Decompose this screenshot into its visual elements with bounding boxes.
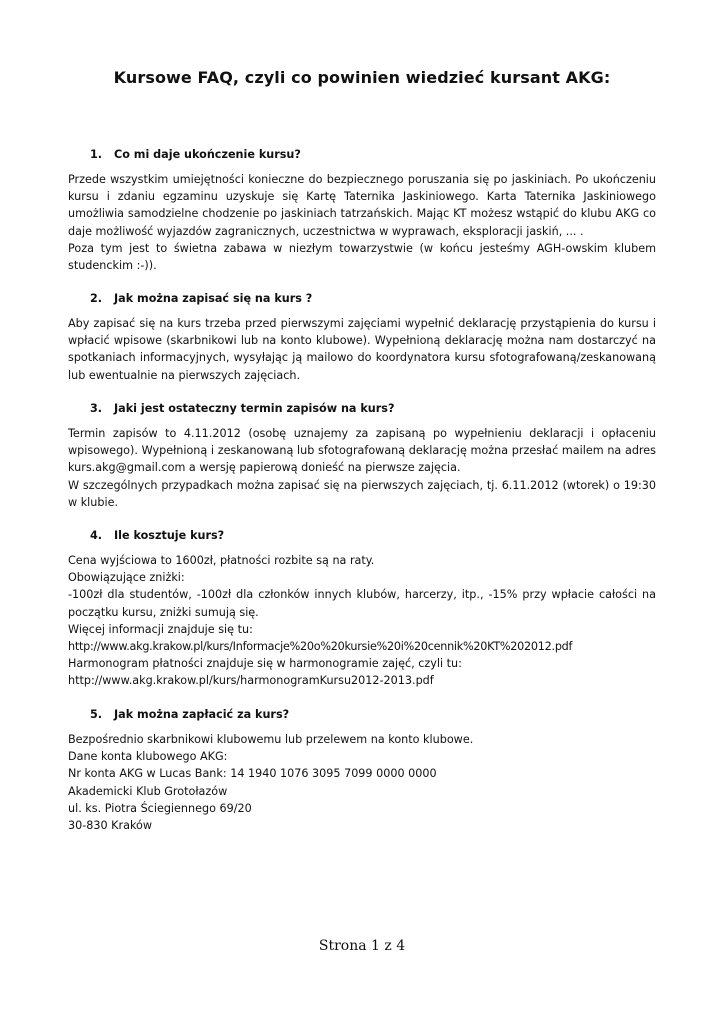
question-number: 2. [90, 292, 103, 305]
answer-line: Więcej informacji znajduje się tu: [68, 622, 253, 636]
address-line: 30-830 Kraków [68, 819, 153, 833]
question-text: Jak można zapisać się na kurs ? [114, 292, 313, 305]
question-number: 1. [90, 148, 103, 161]
answer-paragraph: W szczególnych przypadkach można zapisać się na pierwszych zajęciach, tj. 6.11.2012 (wtorek) o 19:30 w klubie. [68, 478, 656, 509]
page-number-footer: Strona 1 z 4 [318, 938, 406, 954]
bank-account-line: Nr konta AKG w Lucas Bank: 14 1940 1076 3095 7099 0000 0000 [68, 767, 437, 781]
answer-paragraph: Termin zapisów to 4.11.2012 (osobę uznajemy za zapisaną po wypełnieniu deklaracji i opłaceniu wpisowego). Wypełnioną i zeskanowaną lub sfotografowaną deklarację można przesłać mailem na adres kurs.akg@gmail.com a wersję papierową donieść na pierwsze zajęcia. [68, 427, 656, 475]
faq-section-4 [68, 527, 656, 690]
question-number: 4. [90, 529, 103, 542]
question-number: 5. [90, 708, 103, 721]
answer-line: Dane konta klubowego AKG: [68, 750, 228, 764]
answer-line: Bezpośrednio skarbnikowi klubowemu lub przelewem na konto klubowe. [68, 733, 474, 746]
question-heading [90, 706, 656, 723]
answer-paragraph: -100zł dla studentów, -100zł dla członków innych klubów, harcerzy, itp., -15% przy wpłacie całości na początku kursu, zniżki sumują się. [68, 588, 656, 619]
info-link[interactable]: http://www.akg.krakow.pl/kurs/Informacje%20o%20kursie%20i%20cennik%20KT%202012.pdf [68, 640, 573, 654]
question-number: 3. [90, 402, 103, 415]
faq-section-5 [68, 706, 656, 834]
question-text: Co mi daje ukończenie kursu? [114, 148, 301, 161]
answer-paragraph: Przede wszystkim umiejętności konieczne do bezpiecznego poruszania się po jaskiniach. Po ukończeniu kursu i zdaniu egzaminu uzyskuje się Kartę Taternika Jaskiniowego. Karta Taternika Jaskiniowego umożliwia samodzielne chodzenie po jaskiniach tatrzańskich. Mając KT możesz wstąpić do klubu AKG co daje możliwość wyjazdów zagranicznych, uczestnictwa w wyprawach, eksploracji jaskiń, ... . [68, 173, 656, 238]
schedule-link[interactable]: http://www.akg.krakow.pl/kurs/harmonogramKursu2012-2013.pdf [68, 674, 434, 688]
faq-section-2 [68, 290, 656, 384]
answer-line: Obowiązujące zniżki: [68, 571, 185, 585]
question-text: Ile kosztuje kurs? [114, 529, 225, 542]
question-heading [90, 290, 656, 307]
page-title: Kursowe FAQ, czyli co powinien wiedzieć kursant AKG: [113, 68, 611, 87]
faq-section-1 [68, 146, 656, 274]
address-line: Akademicki Klub Grotołazów [68, 784, 228, 798]
answer-line: Harmonogram płatności znajduje się w harmonogramie zajęć, czyli tu: [68, 657, 462, 671]
question-heading [90, 400, 656, 417]
address-line: ul. ks. Piotra Ściegiennego 69/20 [68, 801, 252, 815]
question-heading [90, 146, 656, 163]
faq-section-3 [68, 400, 656, 511]
answer-paragraph: Poza tym jest to świetna zabawa w niezłym towarzystwie (w końcu jesteśmy AGH-owskim klubem studenckim :-)). [68, 241, 656, 273]
question-heading [90, 527, 656, 544]
answer-paragraph: Aby zapisać się na kurs trzeba przed pierwszymi zajęciami wypełnić deklarację przystąpienia do kursu i wpłacić wpisowe (skarbnikowi lub na konto klubowe). Wypełnioną deklarację można nam dostarczyć na spotkaniach informacyjnych, wysyłając ją mailowo do koordynatora kursu sfotografowaną/zeskanowaną lub ewentualnie na pierwszych zajęciach. [68, 317, 656, 382]
question-text: Jak można zapłacić za kurs? [114, 708, 290, 721]
answer-line: Cena wyjściowa to 1600zł, płatności rozbite są na raty. [68, 554, 375, 567]
question-text: Jaki jest ostateczny termin zapisów na kurs? [114, 402, 395, 415]
